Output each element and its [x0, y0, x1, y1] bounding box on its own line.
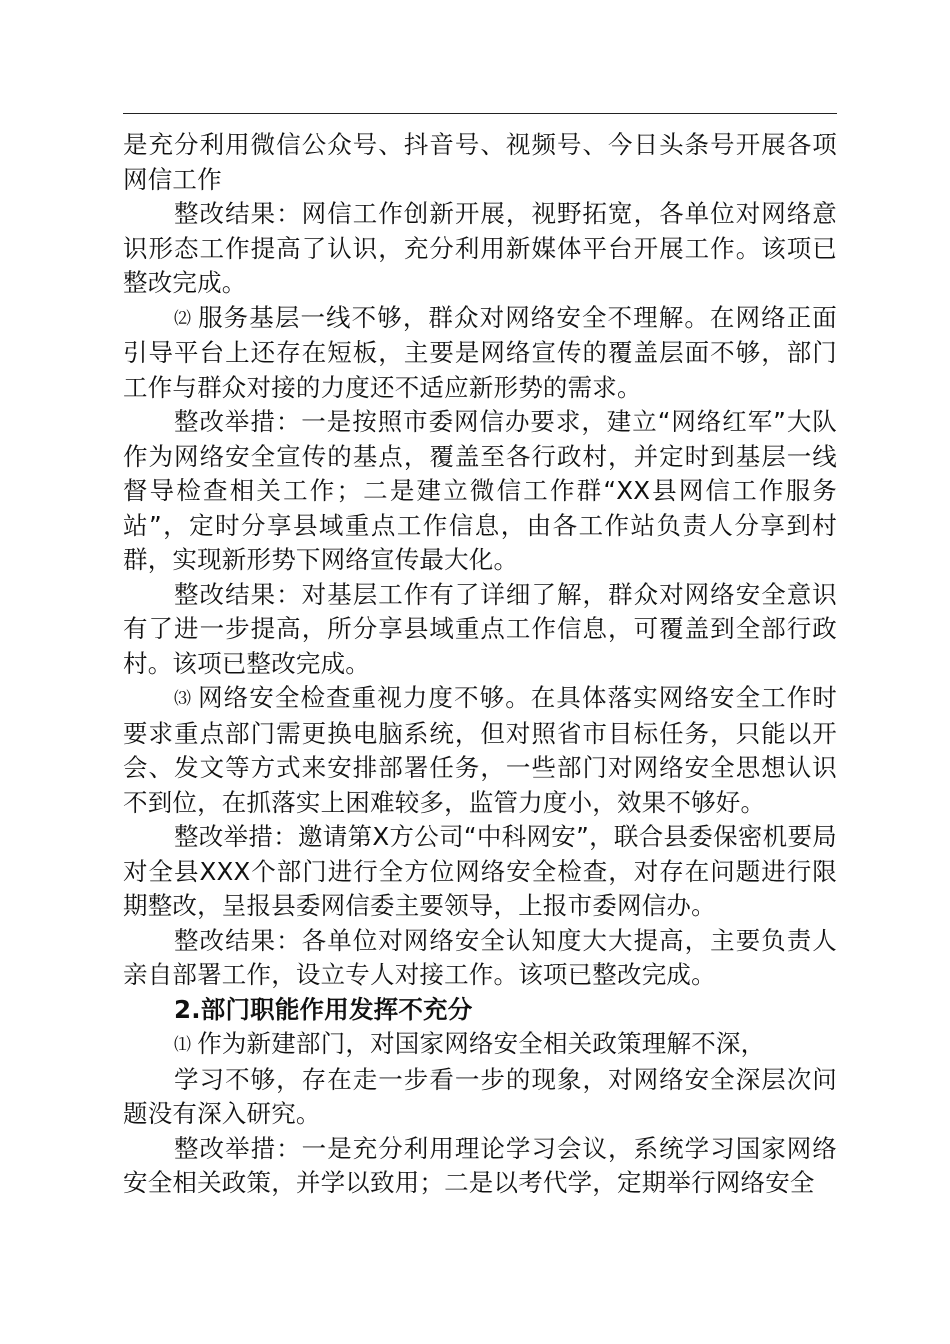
paragraph-rectification-measures-2: 整改举措：一是按照市委网信办要求，建立“网络红军”大队作为网络安全宣传的基点，覆盖至各行政村，并定时到基层一线督导检查相关工作；二是建立微信工作群“XX县网信工作服务站”，定时分享县域重点工作信息，由各工作站负责人分享到村群，实现新形势下网络宣传最大化。 — [123, 407, 837, 574]
paragraph-rectification-measures-3: 整改举措：邀请第X方公司“中科网安”，联合县委保密机要局对全县XXX个部门进行全方位网络安全检查，对存在问题进行限期整改，呈报县委网信委主要领导，上报市委网信办。 — [123, 822, 837, 920]
paragraph-rectification-result-3: 整改结果：各单位对网络安全认知度大大提高，主要负责人亲自部署工作，设立专人对接工作。该项已整改完成。 — [123, 925, 837, 989]
paragraph-issue-2 — [123, 301, 837, 406]
issue-2-text: 服务基层一线不够，群众对网络安全不理解。在网络正面引导平台上还存在短板，主要是网络宣传的覆盖层面不够，部门工作与群众对接的力度还不适应新形势的需求。 — [123, 302, 837, 402]
paragraph-continuation: 是充分利用微信公众号、抖音号、视频号、今日头条号开展各项网信工作 — [123, 130, 837, 194]
paragraph-issue-3 — [123, 681, 837, 820]
header-rule — [123, 113, 837, 114]
document-body — [123, 128, 837, 1201]
list-marker-1: ⑴ — [174, 1035, 192, 1055]
list-marker-2: ⑵ — [174, 308, 193, 329]
issue-1-text: 作为新建部门，对国家网络安全相关政策理解不深， — [197, 1029, 766, 1058]
paragraph-rectification-measures-1: 整改举措：一是充分利用理论学习会议，系统学习国家网络安全相关政策，并学以致用；二是以考代学，定期举行网络安全 — [123, 1133, 837, 1197]
paragraph-rectification-result-2: 整改结果：对基层工作有了详细了解，群众对网络安全意识有了进一步提高，所分享县域重点工作信息，可覆盖到全部行政村。该项已整改完成。 — [123, 579, 837, 678]
paragraph-issue-1 — [123, 1027, 837, 1063]
issue-3-text: 网络安全检查重视力度不够。在具体落实网络安全工作时要求重点部门需更换电脑系统，但对照省市目标任务，只能以开会、发文等方式来安排部署任务，一些部门对网络安全思想认识不到位，在抓落实上困难较多，监管力度小，效果不够好。 — [123, 683, 837, 817]
paragraph-rectification-result-1: 整改结果：网信工作创新开展，视野拓宽，各单位对网络意识形态工作提高了认识，充分利用新媒体平台开展工作。该项已整改完成。 — [123, 199, 837, 297]
paragraph-issue-1-continuation: 学习不够，存在走一步看一步的现象，对网络安全深层次问题没有深入研究。 — [123, 1064, 837, 1128]
section-heading-2: 2.部门职能作用发挥不充分 — [174, 994, 473, 1024]
list-marker-3: ⑶ — [174, 689, 193, 709]
